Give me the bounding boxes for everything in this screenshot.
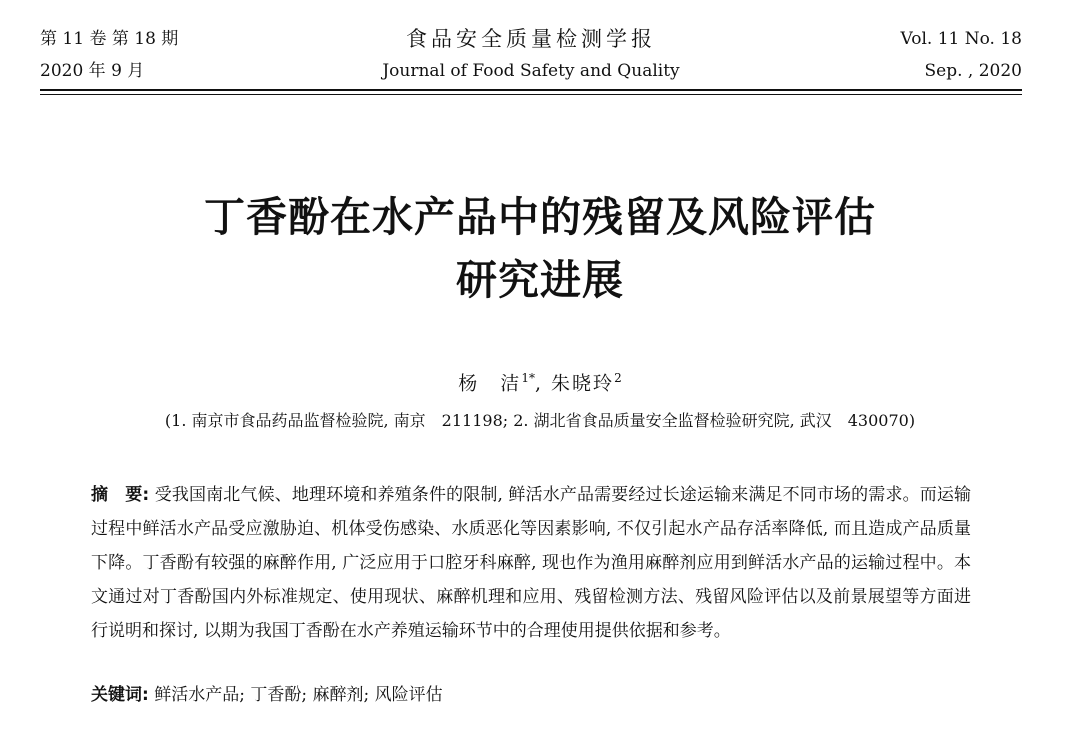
author-1-affil-mark: 1* — [521, 371, 535, 385]
author-2-affil-mark: 2 — [614, 371, 622, 385]
running-header — [40, 22, 1022, 94]
keywords-label: 关键词: — [91, 685, 149, 705]
abstract-text: 受我国南北气候、地理环境和养殖条件的限制, 鲜活水产品需要经过长途运输来满足不同市场的需求。而运输过程中鲜活水产品受应激胁迫、机体受伤感染、水质恶化等因素影响, 不仅引起水产品存活率降低, 而且造成产品质量下降。丁香酚有较强的麻醉作用, 广泛应用于口腔牙科麻醉, 现也作为渔用麻醉剂应用到鲜活水产品的运输过程中。本文通过对丁香酚国内外标准规定、使用现状、麻醉机理和应用、残留检测方法、残留风险评估以及前景展望等方面进行说明和探讨, 以期为我国丁香酚在水产养殖运输环节中的合理使用提供依据和参考。 — [91, 485, 971, 641]
keywords-text: 鲜活水产品; 丁香酚; 麻醉剂; 风险评估 — [148, 685, 443, 705]
header-rule-thin — [40, 94, 1022, 95]
abstract — [91, 478, 971, 648]
issue-date-en: Sep. , 2020 — [924, 61, 1022, 81]
header-row-1 — [40, 24, 1022, 54]
paper-title — [60, 186, 1020, 312]
author-2: 朱晓玲 — [551, 372, 615, 395]
title-line-1: 丁香酚在水产品中的残留及风险评估 — [204, 193, 876, 241]
title-line-2: 研究进展 — [456, 256, 624, 304]
affiliations: (1. 南京市食品药品监督检验院, 南京 211198; 2. 湖北省食品质量安全监督检验研究院, 武汉 430070) — [164, 411, 916, 430]
author-separator: , — [534, 372, 543, 395]
volume-issue-en: Vol. 11 No. 18 — [900, 29, 1022, 49]
volume-issue: 第 11 卷 第 18 期 — [40, 29, 179, 49]
header-row-2 — [40, 56, 1022, 86]
author-1: 杨 洁 — [458, 372, 522, 395]
keywords — [91, 680, 971, 710]
issue-date: 2020 年 9 月 — [40, 61, 145, 81]
header-rule-thick — [40, 89, 1022, 91]
journal-title-en: Journal of Food Safety and Quality — [382, 61, 680, 81]
abstract-label: 摘 要: — [91, 485, 150, 505]
journal-title-cn: 食品安全质量检测学报 — [406, 27, 656, 51]
author-list — [0, 364, 1080, 397]
